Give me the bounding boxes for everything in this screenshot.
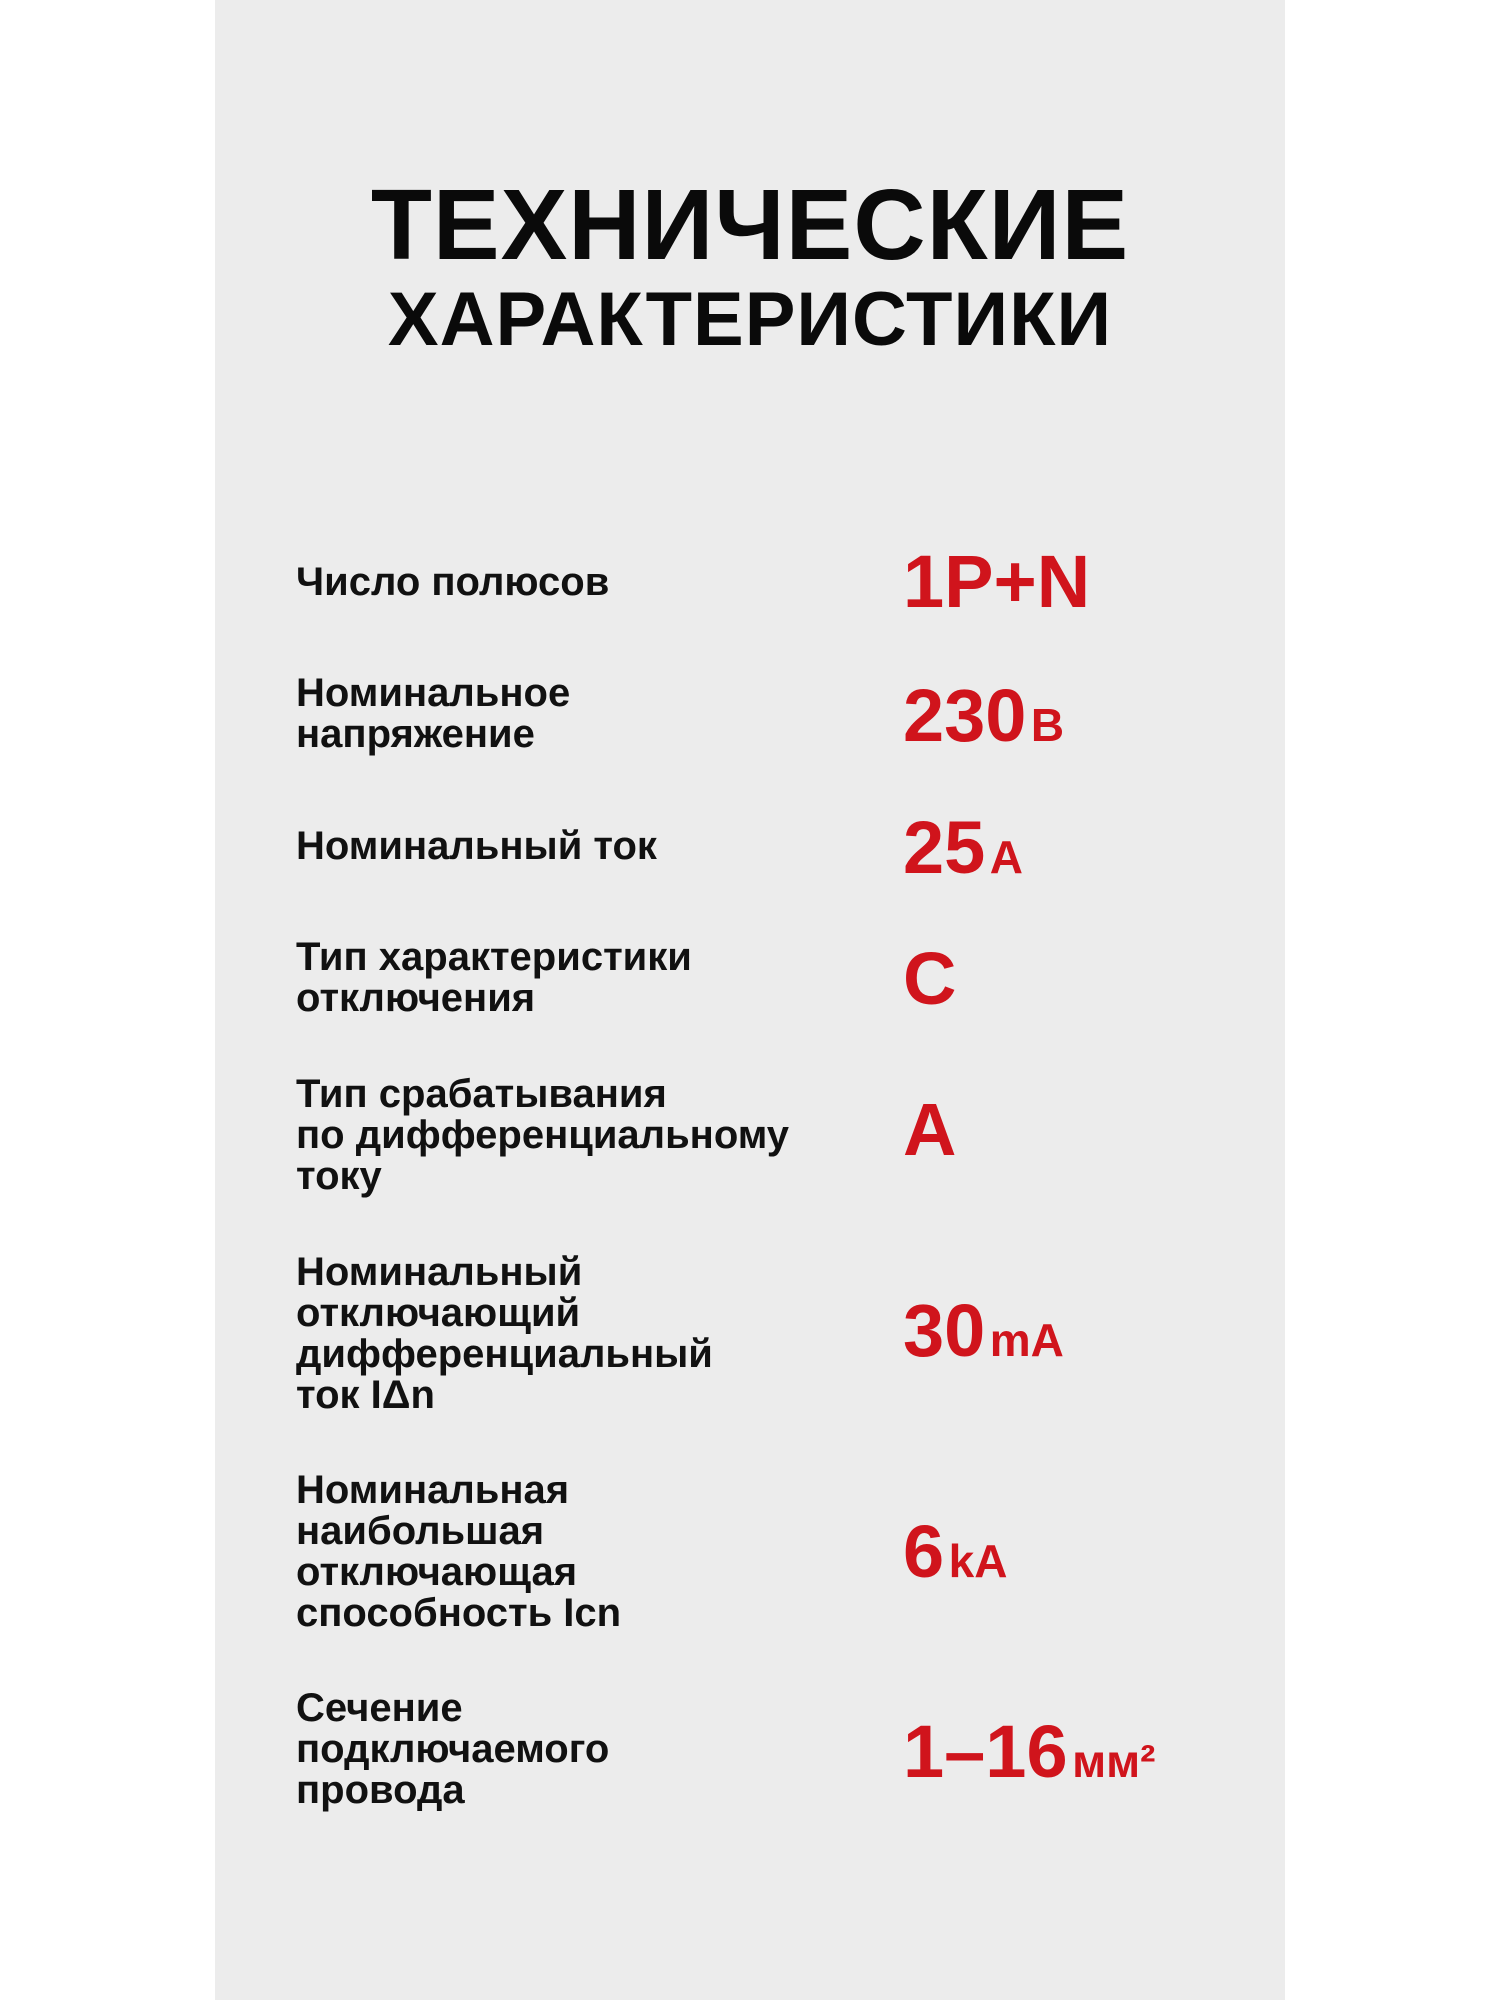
spec-label-poles: Число полюсов bbox=[296, 560, 610, 604]
spec-value-wire-section bbox=[903, 1712, 1155, 1801]
spec-value-unit: мм² bbox=[1072, 1735, 1156, 1787]
spec-value-number: 25 bbox=[903, 806, 986, 889]
spec-value-number: 1P+N bbox=[903, 540, 1091, 623]
spec-label-voltage: Номинальное напряжение bbox=[296, 671, 571, 756]
spec-label-residual-current: Номинальный отключающий дифференциальный ток IΔn bbox=[296, 1250, 713, 1417]
page-title-line-1: ТЕХНИЧЕСКИЕ bbox=[370, 169, 1130, 281]
spec-value-unit: mA bbox=[989, 1314, 1064, 1366]
spec-value-breaking-capacity bbox=[903, 1512, 1007, 1601]
spec-value-number: C bbox=[903, 937, 957, 1020]
spec-label-trip-curve: Тип характеристики отключения bbox=[296, 935, 692, 1020]
spec-value-residual-type bbox=[903, 1090, 956, 1170]
spec-label-breaking-capacity: Номинальная наибольшая отключающая способность Icn bbox=[296, 1468, 622, 1635]
spec-value-number: 30 bbox=[903, 1289, 986, 1372]
spec-value-poles bbox=[903, 542, 1090, 622]
page-title-line-2: ХАРАКТЕРИСТИКИ bbox=[387, 277, 1113, 362]
spec-value-unit: В bbox=[1030, 699, 1065, 751]
spec-value-number: 230 bbox=[903, 674, 1027, 757]
spec-value-trip-curve bbox=[903, 939, 956, 1019]
spec-label-residual-type: Тип срабатывания по дифференциальному току bbox=[296, 1072, 790, 1198]
spec-value-unit: А bbox=[989, 831, 1023, 883]
spec-label-wire-section: Сечение подключаемого провода bbox=[296, 1686, 610, 1812]
spec-value-number: A bbox=[903, 1088, 957, 1171]
spec-panel bbox=[215, 0, 1285, 2000]
spec-value-voltage bbox=[903, 676, 1064, 765]
spec-value-residual-current bbox=[903, 1291, 1064, 1380]
spec-value-number: 6 bbox=[903, 1510, 945, 1593]
spec-label-current: Номинальный ток bbox=[296, 824, 657, 868]
spec-value-number: 1–16 bbox=[903, 1710, 1068, 1793]
spec-value-current bbox=[903, 808, 1023, 897]
spec-value-unit: kA bbox=[948, 1535, 1008, 1587]
